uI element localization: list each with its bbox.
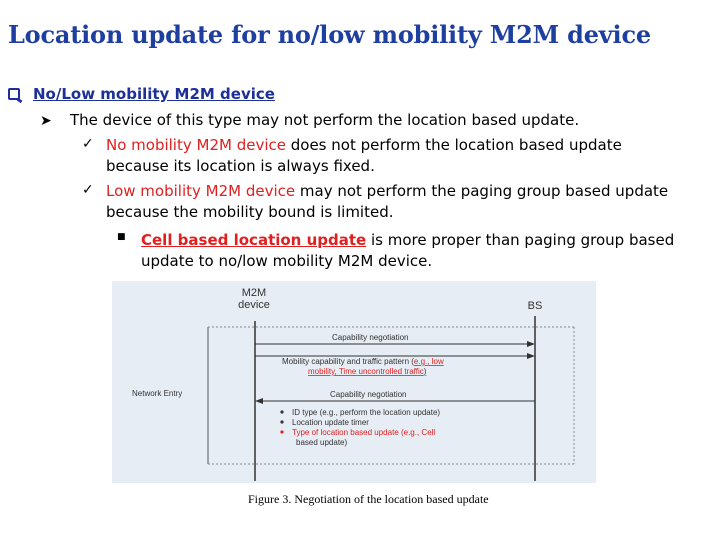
negotiation-item: ID type (e.g., perform the location update) bbox=[292, 408, 441, 417]
sequence-diagram bbox=[112, 281, 596, 483]
msg3-label: Capability negotiation bbox=[330, 390, 407, 399]
msg1-arrowhead bbox=[527, 341, 535, 347]
sequence-diagram-figure bbox=[112, 281, 596, 483]
m2m-label: M2M bbox=[241, 287, 267, 299]
msg2-label: Mobility capability and traffic pattern (e.g., low bbox=[282, 357, 444, 366]
bullet-l3a-cont: because its location is always fixed. bbox=[106, 157, 375, 175]
bullet-l1: No/Low mobility M2M device bbox=[33, 85, 275, 103]
msg1-label: Capability negotiation bbox=[332, 333, 409, 342]
network-entry-label: Network Entry bbox=[132, 389, 183, 398]
bullet-l4 bbox=[141, 230, 674, 251]
bullet-l3b-rest: may not perform the paging group based update bbox=[295, 182, 669, 200]
bs-label: BS bbox=[527, 300, 543, 312]
item-bullet-icon bbox=[280, 420, 283, 423]
msg2-arrowhead bbox=[527, 353, 535, 359]
device-label: device bbox=[238, 299, 270, 311]
item-bullet-icon bbox=[280, 410, 283, 413]
item-bullet-icon bbox=[280, 430, 283, 433]
msg3-arrowhead bbox=[255, 398, 263, 404]
bullet-l2: The device of this type may not perform the location based update. bbox=[70, 111, 580, 129]
square-bullet-icon: ■ bbox=[117, 232, 126, 242]
bullet-l3a bbox=[106, 135, 622, 156]
arrow-bullet-icon: ➤ bbox=[40, 113, 52, 129]
bullet-l4-highlight: Cell based location update bbox=[141, 231, 367, 249]
bullet-l3b-cont: because the mobility bound is limited. bbox=[106, 203, 394, 221]
negotiation-items bbox=[280, 408, 440, 447]
msg2-label-cont: mobility, Time uncontrolled traffic) bbox=[308, 367, 427, 376]
negotiation-item: Location update timer bbox=[292, 418, 369, 427]
checkbox-bullet-icon bbox=[8, 88, 20, 100]
bullet-l3a-highlight: No mobility M2M device bbox=[106, 136, 286, 154]
bullet-l4-cont: update to no/low mobility M2M device. bbox=[141, 252, 433, 270]
bullet-l3b-highlight: Low mobility M2M device bbox=[106, 182, 296, 200]
negotiation-item: Type of location based update (e.g., Cell bbox=[292, 428, 436, 437]
bullet-l3b bbox=[106, 181, 668, 202]
page-title: Location update for no/low mobility M2M device bbox=[8, 20, 651, 49]
negotiation-item: based update) bbox=[296, 438, 348, 447]
bullet-l3a-rest: does not perform the location based update bbox=[285, 136, 622, 154]
figure-caption: Figure 3. Negotiation of the location based update bbox=[248, 492, 489, 506]
check-bullet-icon: ✓ bbox=[82, 182, 94, 198]
bullet-l4-rest: is more proper than paging group based bbox=[366, 231, 675, 249]
check-bullet-icon: ✓ bbox=[82, 136, 94, 152]
